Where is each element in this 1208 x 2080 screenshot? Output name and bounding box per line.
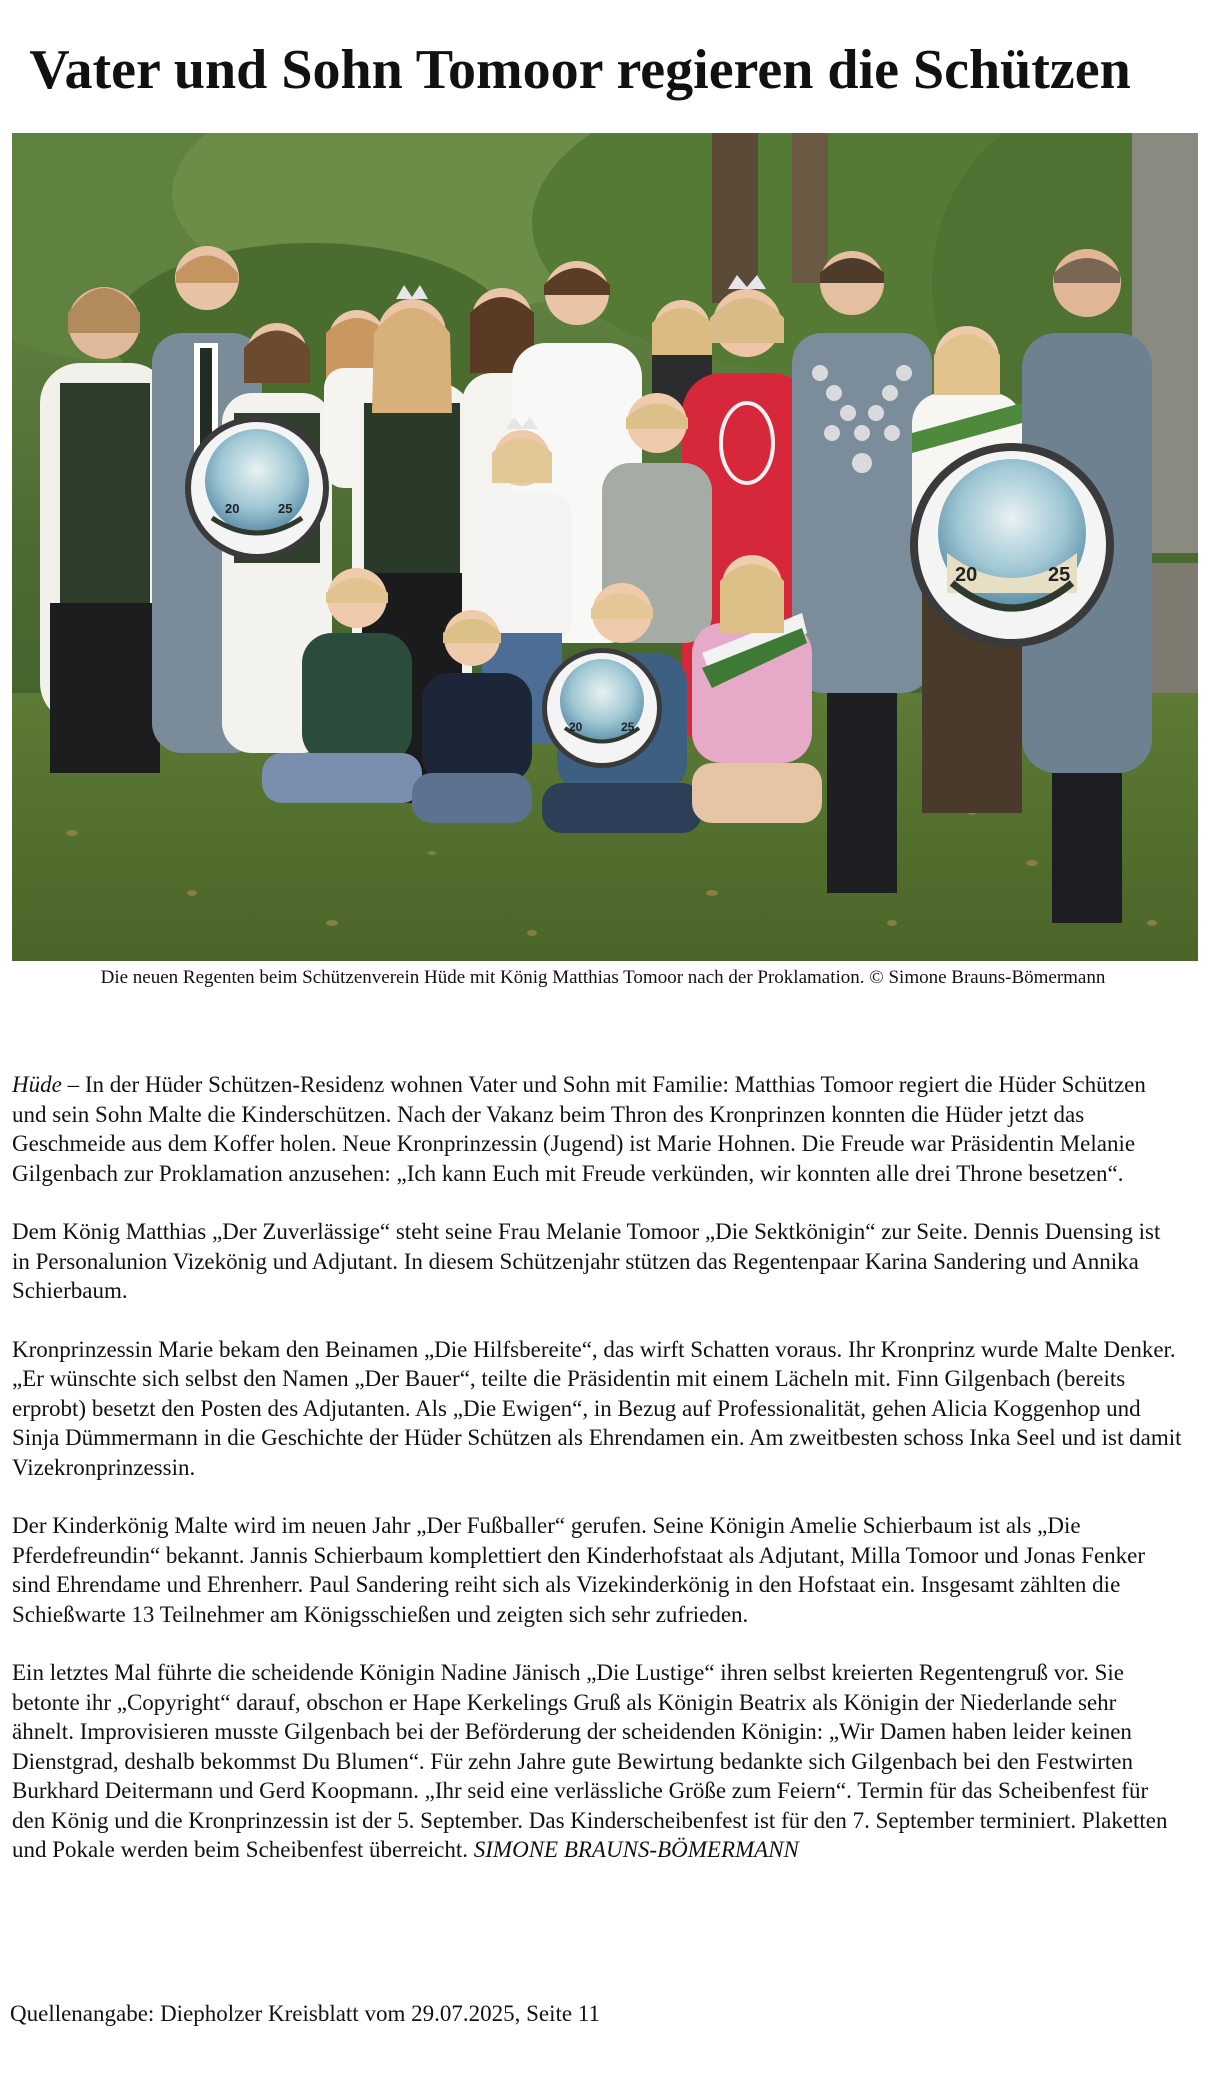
plate-left-year-1: 20 bbox=[225, 501, 240, 516]
dateline: Hüde bbox=[12, 1072, 62, 1097]
article-paragraph-3: Kronprinzessin Marie bekam den Beinamen „Die Hilfsbereite“, das wirft Schatten voraus. Ihr Kronprinz wurde Malte Denker. „Er wünschte sich selbst den Namen „Der Bauer“, teilte die Präsidentin mit einem Lächeln mit. Finn Gilgenbach (bereits erprobt) besetzt den Posten des Adjutanten. Als „Die Ewigen“, in Bezug auf Professionalität, gehen Alicia Koggenhop und Sinja Dümmermann in die Geschichte der Hüder Schützen als Ehrendamen ein. Am zweitbesten schoss Inka Seel und ist damit Vizekronprinzessin. bbox=[12, 1336, 1182, 1480]
article-paragraph-4: Der Kinderkönig Malte wird im neuen Jahr „Der Fußballer“ gerufen. Seine Königin Amelie Schierbaum ist als „Die Pferdefreundin“ bekannt. Jannis Schierbaum komplettiert den Kinderhofstaat als Adjutant, Milla Tomoor und Jonas Fenker sind Ehrendame und Ehrenherr. Paul Sandering reiht sich als Vizekinderkönig in den Hofstaat ein. Insgesamt zählten die Schießwarte 13 Teilnehmer am Königsschießen und zeigten sich sehr zufrieden. bbox=[12, 1513, 1146, 1627]
article-paragraph-2: Dem König Matthias „Der Zuverlässige“ steht seine Frau Melanie Tomoor „Die Sektkönigin“ zur Seite. Dennis Duensing ist in Personalunion Vizekönig und Adjutant. In diesem Schützenjahr stützen das Regentenpaar Karina Sandering und Annika Schierbaum. bbox=[12, 1219, 1161, 1303]
paragraph-5-text: Ein letztes Mal führte die scheidende Königin Nadine Jänisch „Die Lustige“ ihren selbst kreierten Regentengruß vor. Sie betonte ihr „Copyright“ darauf, obschon er Hape Kerkelings Gruß als Königin Beatrix als Königin der Niederlande sehr ähnelt. Improvisieren musste Gilgenbach bei der Beförderung der scheidenden Königin: „Wir Damen haben leider keinen Dienstgrad, deshalb bekommst Du Blumen“. Für zehn Jahre gute Bewirtung bedankte sich Gilgenbach bei den Festwirten Burkhard Deitermann und Gerd Koopmann. „Ihr seid eine verlässliche Größe zum Feiern“. Termin für das Scheibenfest für den König und die Kronprinzessin ist der 5. September. Das Kinderscheibenfest ist für den 7. September terminiert. Plaketten und Pokale werden beim Scheibenfest überreicht. bbox=[12, 1660, 1168, 1862]
author-byline: SIMONE BRAUNS-BÖMERMANN bbox=[473, 1837, 799, 1862]
photo-caption: Die neuen Regenten beim Schützenverein Hüde mit König Matthias Tomoor nach der Proklamation. © Simone Brauns-Bömermann bbox=[100, 967, 1106, 988]
article-paragraph-1 bbox=[12, 1070, 1182, 1188]
group-photo-illustration bbox=[12, 133, 1198, 961]
source-reference: Quellenangabe: Diepholzer Kreisblatt vom 29.07.2025, Seite 11 bbox=[10, 2001, 600, 2026]
plate-center bbox=[542, 648, 662, 768]
article-body bbox=[12, 1070, 1182, 1865]
plate-center-year-1: 20 bbox=[569, 720, 583, 734]
plate-right-year-2: 25 bbox=[1048, 564, 1071, 586]
plate-center-year-2: 25 bbox=[621, 720, 635, 734]
article-paragraph-5 bbox=[12, 1658, 1182, 1865]
plate-right-year-1: 20 bbox=[955, 564, 978, 586]
paragraph-1-text: – In der Hüder Schützen-Residenz wohnen Vater und Sohn mit Familie: Matthias Tomoor regiert die Hüder Schützen und sein Sohn Malte die Kinderschützen. Nach der Vakanz beim Thron des Kronprinzen konnten die Hüder jetzt das Geschmeide aus dem Koffer holen. Neue Kronprinzessin (Jugend) ist Marie Hohnen. Die Freude war Präsidentin Melanie Gilgenbach zur Proklamation anzusehen: „Ich kann Euch mit Freude verkünden, wir konnten alle drei Throne besetzen“. bbox=[12, 1072, 1146, 1186]
plate-left bbox=[185, 416, 329, 560]
plate-left-year-2: 25 bbox=[278, 501, 293, 516]
group-photo bbox=[12, 133, 1198, 961]
headline: Vater und Sohn Tomoor regieren die Schützen bbox=[29, 39, 1131, 101]
plate-right bbox=[910, 443, 1114, 647]
